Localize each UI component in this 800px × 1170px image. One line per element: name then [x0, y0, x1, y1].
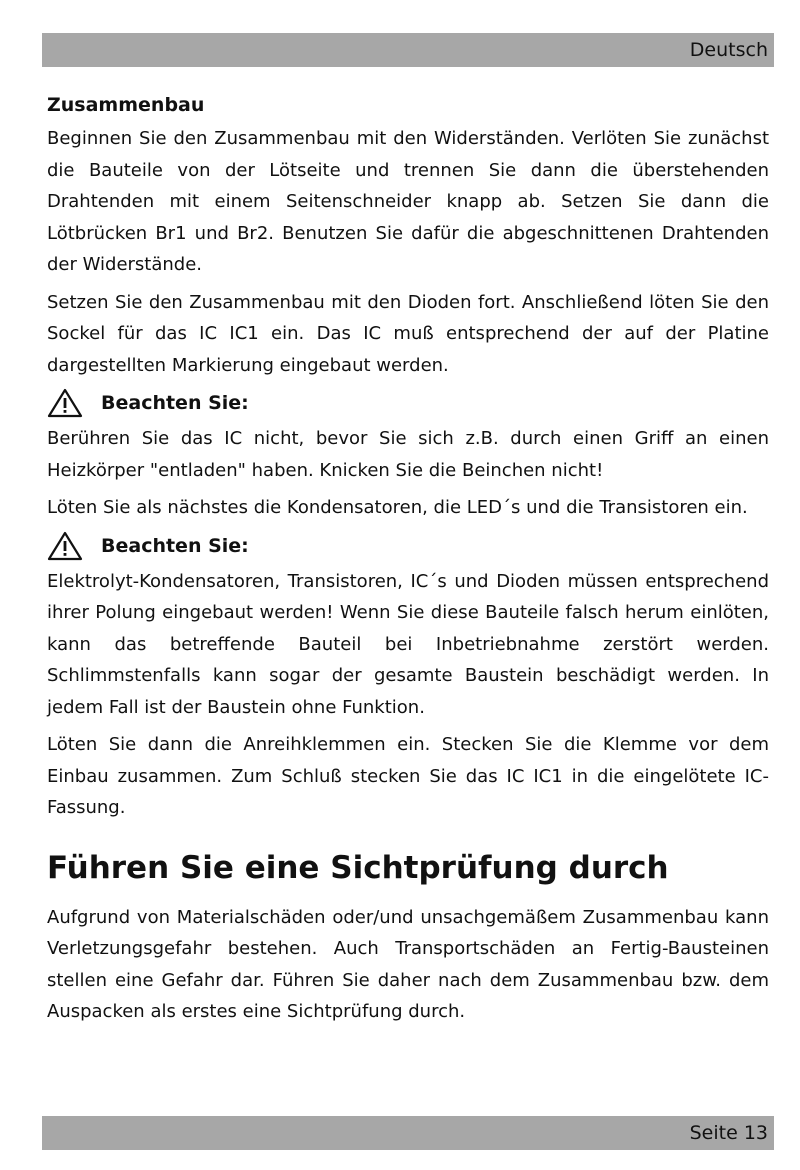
- inspection-paragraph: Aufgrund von Materialschäden oder/und unsachgemäßem Zusammenbau kann Verletzungsgefahr bestehen. Auch Transportschäden an Fertig-Bausteinen stellen eine Gefahr dar. Führen Sie daher nach dem Zusammenbau bzw. dem Auspacken als erstes eine Sichtprüfung durch.: [47, 906, 769, 1022]
- warning-triangle-icon: [47, 531, 83, 561]
- note-heading-2: [47, 530, 769, 562]
- footer-bar: [42, 1116, 774, 1150]
- assembly-paragraph-1: Beginnen Sie den Zusammenbau mit den Widerständen. Verlöten Sie zunächst die Bauteile von der Lötseite und trennen Sie dann die überstehenden Drahtenden mit einem Seitenschneider knapp ab. Setzen Sie dann die Lötbrücken Br1 und Br2. Benutzen Sie dafür die abgeschnittenen Drahtenden der Widerstände.: [47, 128, 769, 275]
- note2-paragraph-2: Löten Sie dann die Anreihklemmen ein. Stecken Sie die Klemme vor dem Einbau zusammen. Zum Schluß stecken Sie das IC IC1 in die eingelötete IC-Fassung.: [47, 734, 769, 818]
- page-content: [47, 90, 769, 1034]
- assembly-paragraph-2: Setzen Sie den Zusammenbau mit den Dioden fort. Anschließend löten Sie den Sockel für das IC IC1 ein. Das IC muß entsprechend der auf der Platine dargestellten Markierung eingebaut werden.: [47, 291, 769, 376]
- note1-paragraph-2: Löten Sie als nächstes die Kondensatoren, die LED´s und die Transistoren ein.: [47, 497, 748, 518]
- header-bar: [42, 33, 774, 67]
- note-heading-2-text: Beachten Sie:: [101, 534, 249, 557]
- note1-paragraph-1: Berühren Sie das IC nicht, bevor Sie sich z.B. durch einen Griff an einen Heizkörper "entladen" haben. Knicken Sie die Beinchen nicht!: [47, 428, 769, 481]
- note-heading-1: [47, 387, 769, 419]
- section-title-zusammenbau: Zusammenbau: [47, 94, 205, 116]
- header-language: Deutsch: [689, 39, 768, 61]
- note-heading-1-text: Beachten Sie:: [101, 392, 249, 414]
- note2-paragraph-1: Elektrolyt-Kondensatoren, Transistoren, IC´s und Dioden müssen entsprechend ihrer Polung eingebaut werden! Wenn Sie diese Bauteile falsch herum einlöten, kann das betreffende Bauteil bei Inbetriebnahme zerstört werden. Schlimmstenfalls kann sogar der gesamte Baustein beschädigt werden. In jedem Fall ist der Baustein ohne Funktion.: [47, 570, 769, 718]
- page-number: Seite 13: [689, 1122, 768, 1144]
- warning-triangle-icon: [47, 388, 83, 418]
- section-title-sichtpruefung: Führen Sie eine Sichtprüfung durch: [47, 849, 669, 886]
